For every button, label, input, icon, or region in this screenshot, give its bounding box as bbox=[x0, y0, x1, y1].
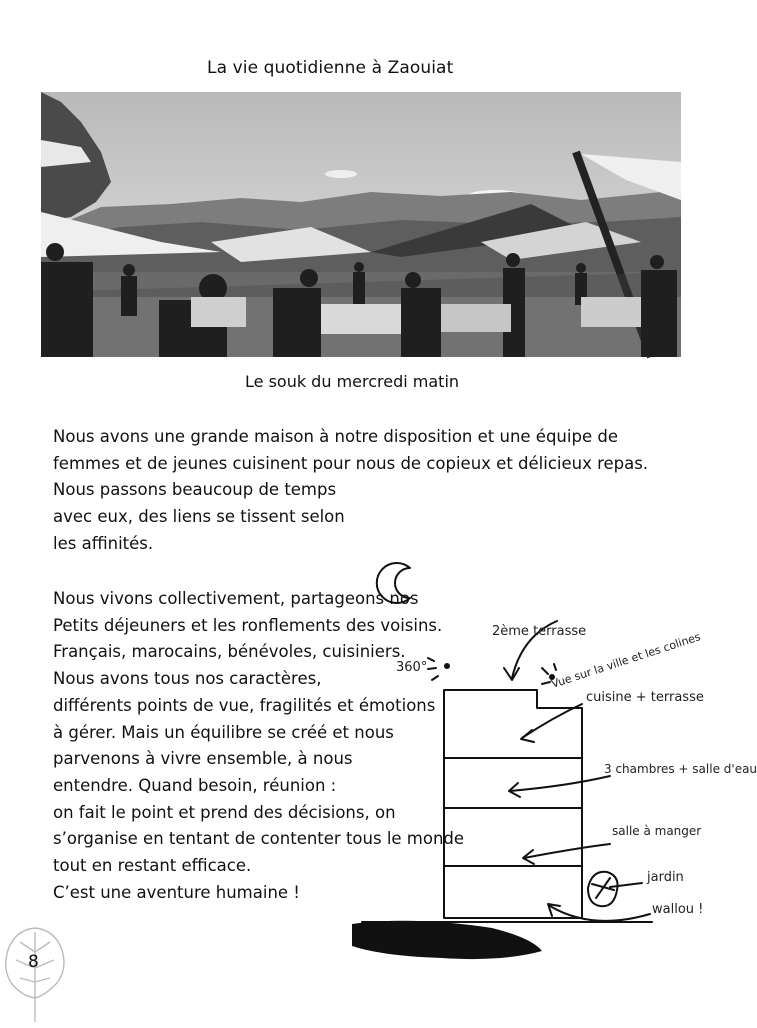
text-line: s’organise en tentant de contenter tous le monde bbox=[53, 829, 465, 849]
text-line: les affinités. bbox=[53, 533, 154, 553]
text-line: on fait le point et prend des décisions, on bbox=[53, 802, 396, 822]
souk-photo-image bbox=[41, 92, 681, 357]
text-line: Nous avons tous nos caractères, bbox=[53, 669, 322, 689]
label-terrace-2: 2ème terrasse bbox=[492, 624, 587, 639]
text-line: à gérer. Mais un équilibre se créé et nous bbox=[53, 722, 394, 742]
label-view: Vue sur la ville et les colines bbox=[549, 630, 703, 691]
label-dining: salle à manger bbox=[612, 824, 702, 838]
text-line: Nous passons beaucoup de temps bbox=[53, 480, 337, 500]
page-number: 8 bbox=[28, 952, 39, 972]
leaf-icon bbox=[0, 922, 70, 1028]
label-wallou: wallou ! bbox=[652, 902, 704, 917]
text-line: Français, marocains, bénévoles, cuisiniers. bbox=[53, 642, 406, 662]
text-line: femmes et de jeunes cuisinent pour nous de copieux et délicieux repas. bbox=[53, 453, 649, 473]
label-360: 360° bbox=[396, 660, 428, 675]
page-title: La vie quotidienne à Zaouiat bbox=[207, 58, 454, 78]
text-line: avec eux, des liens se tissent selon bbox=[53, 507, 345, 527]
photo-caption: Le souk du mercredi matin bbox=[245, 372, 460, 391]
souk-photo bbox=[41, 92, 681, 357]
label-garden: jardin bbox=[647, 870, 684, 885]
paragraph-collective-life bbox=[53, 586, 464, 906]
text-line: Nous avons une grande maison à notre disposition et une équipe de bbox=[53, 427, 618, 446]
text-line: différents points de vue, fragilités et émotions bbox=[53, 695, 436, 715]
label-kitchen: cuisine + terrasse bbox=[586, 690, 704, 705]
text-line: Petits déjeuners et les ronflements des voisins. bbox=[53, 615, 443, 635]
text-line: Nous vivons collectivement, partageons nos bbox=[53, 589, 419, 608]
label-rooms: 3 chambres + salle d'eau bbox=[604, 762, 757, 776]
text-line: tout en restant efficace. bbox=[53, 856, 252, 876]
text-line: C’est une aventure humaine ! bbox=[53, 882, 300, 902]
text-line: parvenons à vivre ensemble, à nous bbox=[53, 749, 353, 769]
text-line: entendre. Quand besoin, réunion : bbox=[53, 775, 337, 795]
